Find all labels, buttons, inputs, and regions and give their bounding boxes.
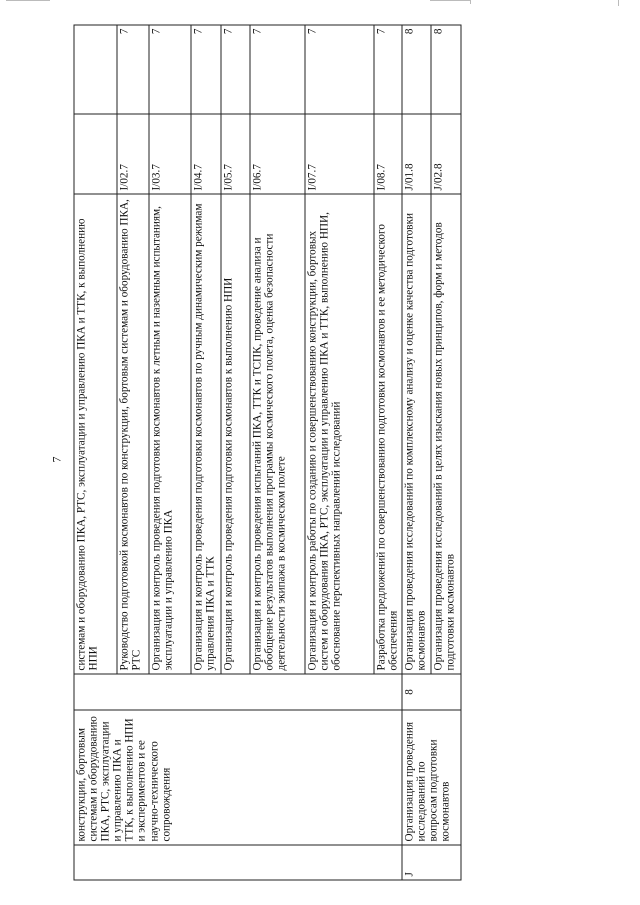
function-code: J/02.8	[431, 114, 461, 194]
function-code	[74, 114, 117, 194]
qualification-level	[74, 674, 402, 710]
function-name: Организация проведения исследований в целях изыскания новых принципов, форм и методов подготовки космонавтов	[431, 194, 461, 674]
scan-mark	[470, 0, 471, 4]
function-level: 8	[402, 25, 431, 114]
function-level: 8	[431, 25, 461, 114]
page-number: 7	[49, 456, 64, 463]
function-code: I/05.7	[221, 114, 250, 194]
function-name: Разработка предложений по совершенствованию подготовки космонавтов и ее методического обеспечения	[374, 194, 402, 674]
function-level: 7	[250, 25, 305, 114]
function-name: Организация и контроль проведения испытаний ПКА, ТТК и ТСПК, проведение анализа и обобщение результатов выполнения программы космического полета, оценка безопасности деятельности экипажа в космическом полете	[250, 194, 305, 674]
generalized-function-code	[74, 845, 402, 880]
scan-mark	[618, 0, 619, 6]
function-name: системам и оборудованию ПКА, РТС, эксплуатации и управлению ПКА и ТТК, к выполнению НПИ	[74, 194, 117, 674]
function-code: I/03.7	[149, 114, 191, 194]
function-level: 7	[305, 25, 374, 114]
function-name: Организация и контроль проведения подготовки космонавтов к выполнению НПИ	[221, 194, 250, 674]
generalized-function-name: Организация проведения исследований по вопросам подготовки космонавтов	[402, 710, 461, 845]
function-code: I/06.7	[250, 114, 305, 194]
function-name: Руководство подготовкой космонавтов по конструкции, бортовым системам и оборудованию ПКА, РТС	[117, 194, 149, 674]
function-name: Организация и контроль работы по созданию и совершенствованию конструкции, бортовых систем и оборудования ПКА, РТС, эксплуатации и управлению ПКА и ТТК, выполнению НПИ, обоснование перспективных направлений исследований	[305, 194, 374, 674]
function-level: 7	[221, 25, 250, 114]
function-level	[74, 25, 117, 114]
function-level: 7	[191, 25, 221, 114]
function-code: I/02.7	[117, 114, 149, 194]
function-level: 7	[117, 25, 149, 114]
table-row	[74, 25, 117, 880]
qualification-level: 8	[402, 674, 461, 710]
function-code: I/04.7	[191, 114, 221, 194]
rotated-table-container	[73, 26, 463, 881]
functions-table	[73, 25, 461, 881]
function-code: I/07.7	[305, 114, 374, 194]
scan-mark	[430, 0, 470, 1]
scan-mark	[6, 0, 50, 1]
function-level: 7	[149, 25, 191, 114]
function-name: Организация проведения исследований по комплексному анализу и оценке качества подготовки космонавтов	[402, 194, 431, 674]
table-row	[402, 25, 431, 880]
function-level: 7	[374, 25, 402, 114]
function-code: J/01.8	[402, 114, 431, 194]
generalized-function-name: конструкции, бортовым системам и оборудованию ПКА, РТС, эксплуатации и управлению ПКА и ТТК, к выполнению НПИ и экспериментов и ее научно-технического сопровождения	[74, 710, 402, 845]
function-code: I/08.7	[374, 114, 402, 194]
function-name: Организация и контроль проведения подготовки космонавтов по ручным динамическим режимам управления ПКА и ТТК	[191, 194, 221, 674]
function-name: Организация и контроль проведения подготовки космонавтов к летным и наземным испытаниям, эксплуатации и управлению ПКА	[149, 194, 191, 674]
generalized-function-code: J	[402, 845, 461, 880]
